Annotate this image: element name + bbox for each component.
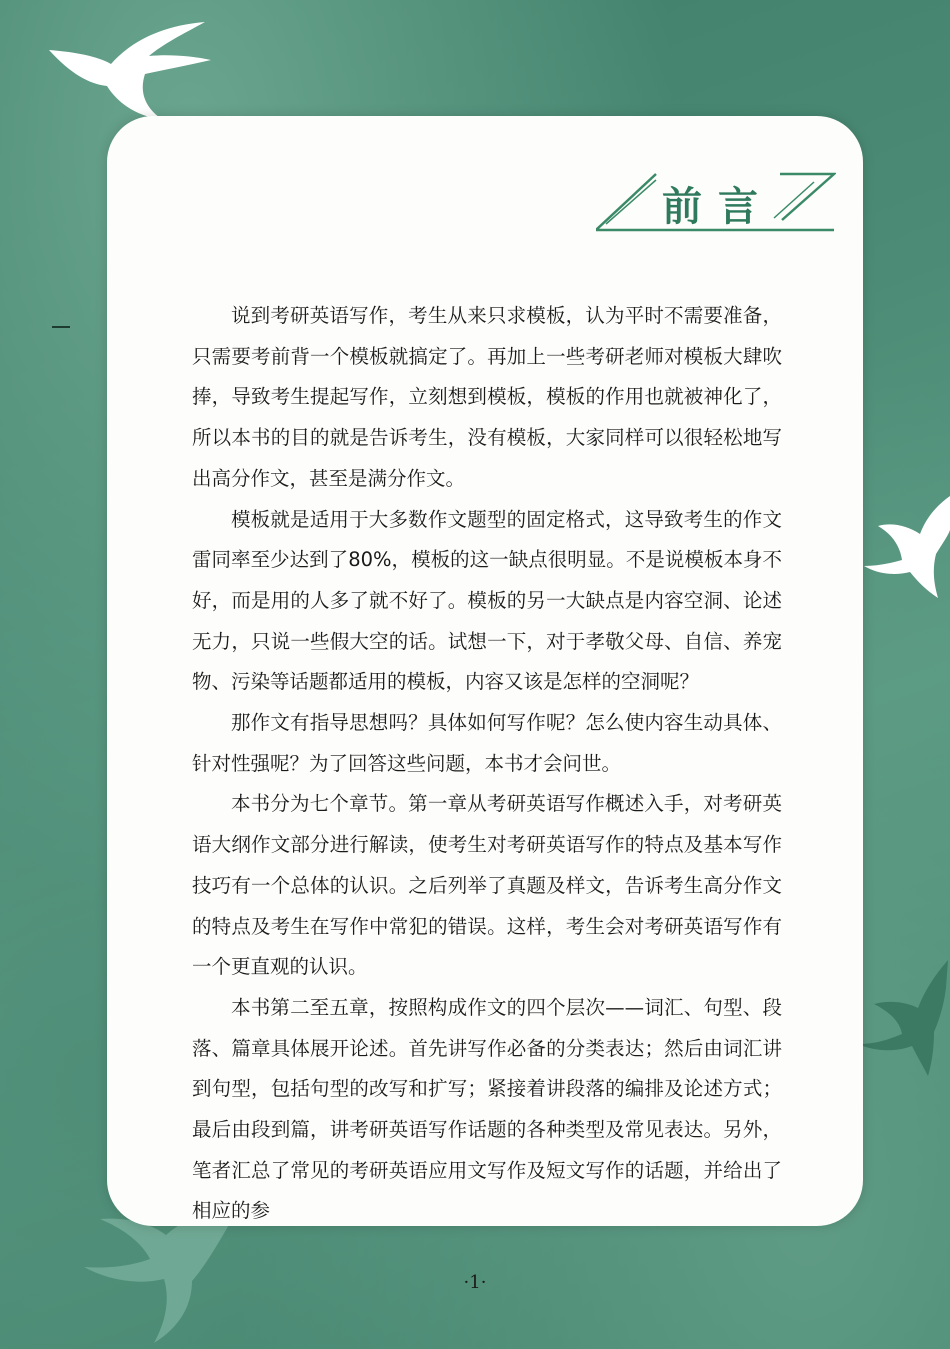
page-title: 前言	[662, 183, 774, 230]
paragraph: 本书第二至五章，按照构成作文的四个层次——词汇、句型、段落、篇章具体展开论述。首先讲写作必备的分类表达；然后由词汇讲到句型，包括句型的改写和扩写；紧接着讲段落的编排及论述方式；最后由段到篇，讲考研英语写作话题的各种类型及常见表达。另外，笔者汇总了常见的考研英语应用文写作及短文写作的话题，并给出了相应的参	[192, 995, 782, 1223]
paragraph: 本书分为七个章节。第一章从考研英语写作概述入手，对考研英语大纲作文部分进行解读，使考生对考研英语写作的特点及基本写作技巧有一个总体的认识。之后列举了真题及样文，告诉考生高分作文的特点及考生在写作中常犯的错误。这样，考生会对考研英语写作有一个更直观的认识。	[192, 792, 782, 979]
speck-mark	[52, 326, 70, 328]
dove-icon-right	[858, 490, 950, 600]
preface-body	[192, 296, 782, 1232]
dove-icon-right-dark	[852, 958, 950, 1078]
dove-icon-top-left	[45, 12, 215, 122]
paragraph: 模板就是适用于大多数作文题型的固定格式，这导致考生的作文雷同率至少达到了80%，模板的这一缺点很明显。不是说模板本身不好，而是用的人多了就不好了。模板的另一大缺点是内容空洞、论述无力，只说一些假大空的话。试想一下，对于孝敬父母、自信、养宠物、污染等话题都适用的模板，内容又该是怎样的空洞呢？	[192, 507, 782, 694]
paragraph: 说到考研英语写作，考生从来只求模板，认为平时不需要准备，只需要考前背一个模板就搞定了。再加上一些考研老师对模板大肆吹捧，导致考生提起写作，立刻想到模板，模板的作用也就被神化了，所以本书的目的就是告诉考生，没有模板，大家同样可以很轻松地写出高分作文，甚至是满分作文。	[192, 304, 782, 490]
page-number: ·1·	[463, 1272, 487, 1293]
paragraph: 那作文有指导思想吗？具体如何写作呢？怎么使内容生动具体、针对性强呢？为了回答这些问题，本书才会问世。	[192, 711, 782, 775]
